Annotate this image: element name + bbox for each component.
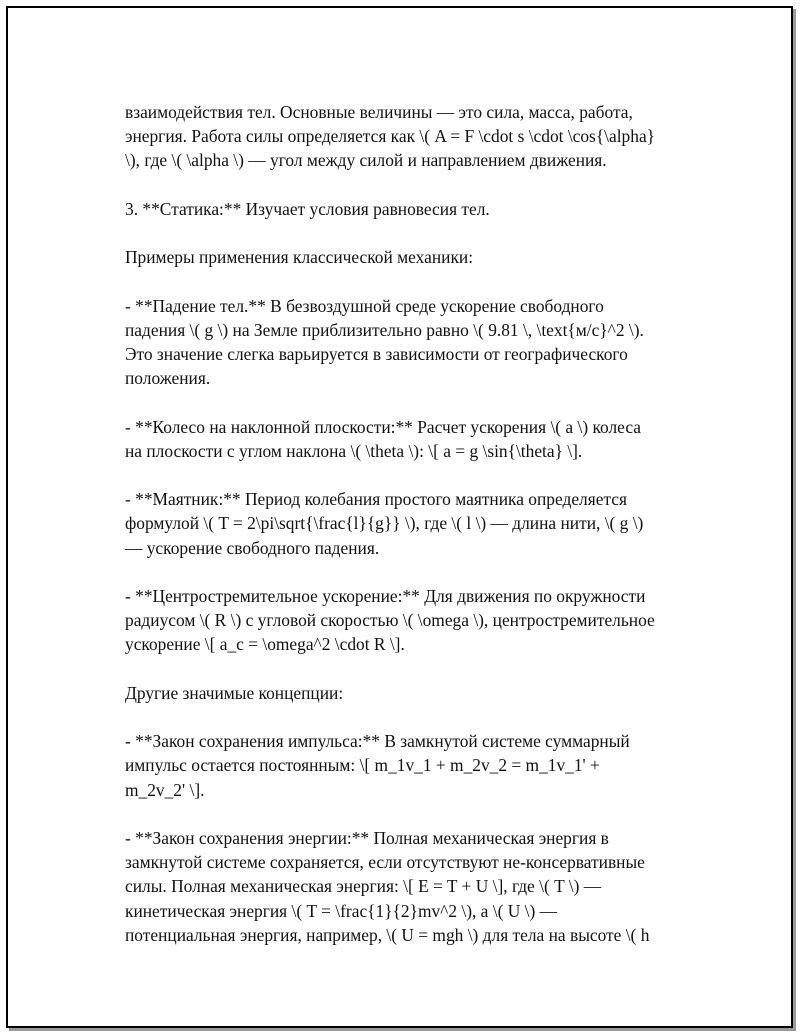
text-line: замкнутой системе сохраняется, если отсутствуют не-консервативные bbox=[125, 852, 645, 873]
text-line: падения \( g \) на Земле приблизительно равно \( 9.81 \, \text{м/с}^2 \). bbox=[125, 319, 644, 340]
paragraph bbox=[125, 826, 700, 947]
text-line: ускорение \[ a_c = \omega^2 \cdot R \]. bbox=[125, 634, 405, 655]
text-line: - **Центростремительное ускорение:** Для движения по окружности bbox=[125, 585, 646, 606]
text-line: импульс остается постоянным: \[ m_1v_1 + m_2v_2 = m_1v_1' + bbox=[125, 755, 600, 776]
text-line: радиусом \( R \) с угловой скоростью \( \omega \), центростремительное bbox=[125, 610, 655, 631]
text-line: \), где \( \alpha \) — угол между силой и направлением движения. bbox=[125, 150, 607, 171]
paragraph bbox=[125, 245, 700, 269]
text-line: Это значение слегка варьируется в зависимости от географического bbox=[125, 343, 628, 364]
text-line: - **Закон сохранения энергии:** Полная механическая энергия в bbox=[125, 827, 609, 848]
text-line: - **Падение тел.** В безвоздушной среде ускорение свободного bbox=[125, 295, 604, 316]
paragraph bbox=[125, 487, 700, 560]
text-line: 3. **Статика:** Изучает условия равновесия тел. bbox=[125, 198, 490, 219]
text-line: - **Колесо на наклонной плоскости:** Расчет ускорения \( a \) колеса bbox=[125, 416, 641, 437]
text-line: взаимодействия тел. Основные величины — это сила, масса, работа, bbox=[125, 102, 633, 122]
text-line: - **Маятник:** Период колебания простого маятника определяется bbox=[125, 489, 627, 510]
text-line: положения. bbox=[125, 368, 211, 389]
paragraph bbox=[125, 197, 700, 221]
text-line: Другие значимые концепции: bbox=[125, 682, 344, 703]
text-line: формулой \( T = 2\pi\sqrt{\frac{l}{g}} \), где \( l \) — длина нити, \( g \) bbox=[125, 513, 644, 534]
text-line: силы. Полная механическая энергия: \[ E = T + U \], где \( T \) — bbox=[125, 876, 602, 897]
text-line: кинетическая энергия \( T = \frac{1}{2}mv^2 \), а \( U \) — bbox=[125, 900, 557, 921]
text-line: - **Закон сохранения импульса:** В замкнутой системе суммарный bbox=[125, 731, 630, 752]
paragraph bbox=[125, 100, 700, 173]
text-line: — ускорение свободного падения. bbox=[125, 537, 380, 558]
paragraph bbox=[125, 584, 700, 657]
text-line: Примеры применения классической механики: bbox=[125, 247, 474, 268]
paragraph bbox=[125, 415, 700, 463]
text-line: на плоскости с углом наклона \( \theta \): \[ a = g \sin{\theta} \]. bbox=[125, 440, 583, 461]
page bbox=[6, 6, 793, 1028]
text-line: потенциальная энергия, например, \( U = mgh \) для тела на высоте \( h bbox=[125, 924, 650, 945]
paragraph bbox=[125, 294, 700, 391]
paragraph bbox=[125, 729, 700, 802]
text-line: m_2v_2' \]. bbox=[125, 779, 205, 800]
paragraph bbox=[125, 681, 700, 705]
text-line: энергия. Работа силы определяется как \( A = F \cdot s \cdot \cos{\alpha} bbox=[125, 126, 656, 147]
document-body bbox=[125, 100, 700, 971]
